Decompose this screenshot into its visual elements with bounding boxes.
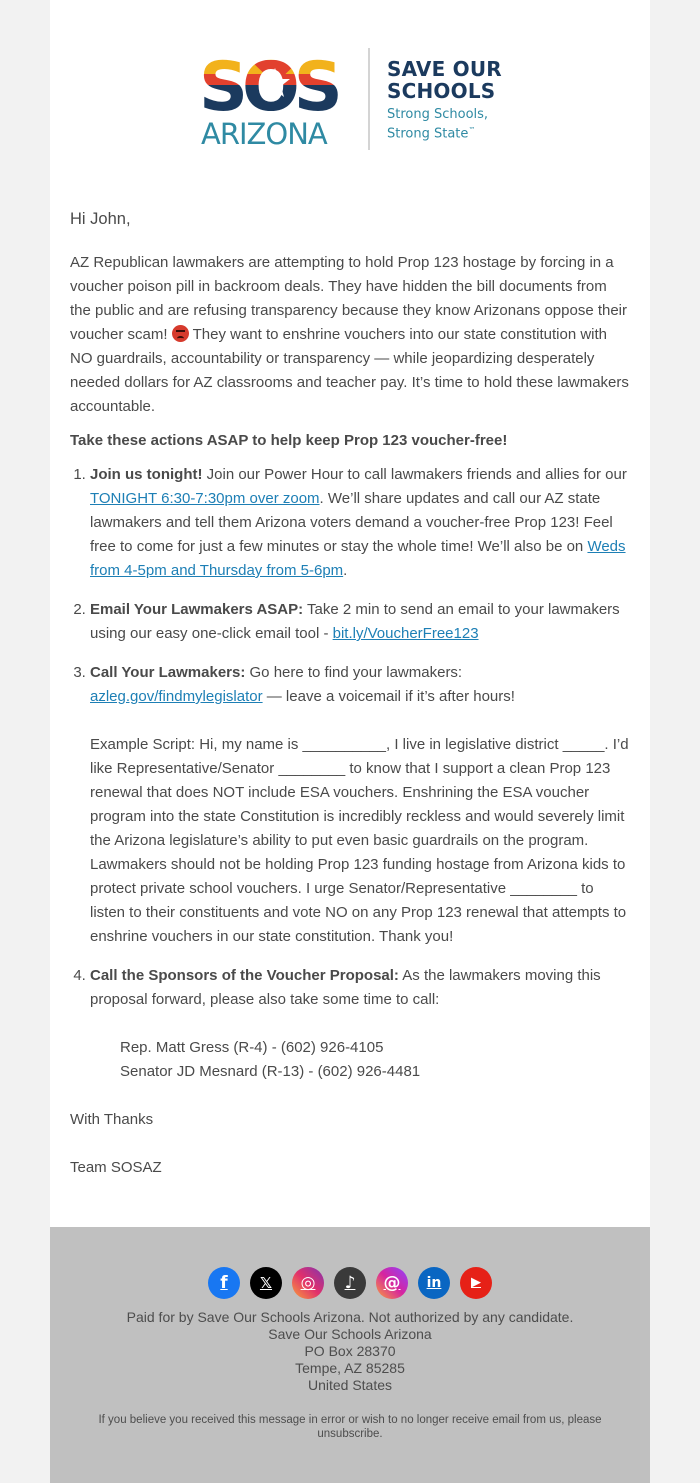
action-heading: Call the Sponsors of the Voucher Proposal: <box>90 967 399 984</box>
weds-thursday-link[interactable]: Weds from 4-5pm and Thursday from 5-6pm <box>90 538 626 579</box>
email-tool-link[interactable]: bit.ly/VoucherFree123 <box>332 625 479 642</box>
action-text: As the lawmakers moving this proposal forward, please also take some time to call: <box>90 967 601 1008</box>
call-to-action-heading: Take these actions ASAP to help keep Prop 123 voucher-free! <box>70 432 508 449</box>
action-text: Join our Power Hour to call lawmakers friends and allies for our <box>202 466 627 483</box>
threads-icon[interactable]: @ <box>376 1267 408 1299</box>
logo-trademark: ™ <box>468 125 476 134</box>
email-body <box>50 0 650 1227</box>
logo-title-line1: SAVE OUR <box>387 57 502 81</box>
social-icons <box>208 1267 494 1299</box>
instagram-icon[interactable]: ◎ <box>292 1267 324 1299</box>
action-item-call <box>90 661 630 949</box>
action-heading: Call Your Lawmakers: <box>90 664 246 681</box>
logo-title <box>387 58 527 102</box>
sos-arizona-logo-mark <box>200 48 350 150</box>
intro-paragraph <box>70 251 630 419</box>
action-heading: Email Your Lawmakers ASAP: <box>90 601 304 618</box>
footer-po-box: PO Box 28370 <box>304 1343 396 1359</box>
sponsor-mesnard: Senator JD Mesnard (R-13) - (602) 926-4481 <box>120 1063 421 1080</box>
action-item-join <box>90 463 630 583</box>
facebook-icon[interactable]: f <box>208 1267 240 1299</box>
signature: Team SOSAZ <box>70 1159 162 1176</box>
find-legislator-link[interactable]: azleg.gov/findmylegislator <box>90 688 263 705</box>
action-heading: Join us tonight! <box>90 466 203 483</box>
greeting: Hi John, <box>70 210 131 228</box>
x-icon[interactable]: 𝕏 <box>250 1267 282 1299</box>
sos-arizona-logo[interactable] <box>200 48 510 150</box>
example-script: Example Script: Hi, my name is __________, I live in legislative district _____. I’d like Representative/Senator ________ to know that I support a clean Prop 123 renewal that does NOT include ESA vouchers. Enshrining the ESA voucher program into the state Constitution is incredibly reckless and would severely limit the Arizona legislature’s ability to put even basic guardrails on the program. Lawmakers should not be holding Prop 123 funding hostage from Arizona kids to protect private school vouchers. I urge Senator/Representative ________ to listen to their constituents and vote NO on any Prop 123 renewal that attempts to enshrine vouchers in our state constitution. Thank you! <box>90 736 629 945</box>
youtube-icon[interactable]: ▶ <box>460 1267 492 1299</box>
footer-city: Tempe, AZ 85285 <box>295 1360 405 1376</box>
action-text: Go here to find your lawmakers: <box>245 664 463 681</box>
footer-address <box>50 1309 650 1394</box>
action-item-sponsors <box>90 964 630 1084</box>
intro-text-1: AZ Republican lawmakers are attempting to hold Prop 123 hostage by forcing in a voucher poison pill in backroom deals. They have hidden the bill documents from the public and are refusing transparency because they know Arizonans oppose their voucher scam! <box>70 254 628 343</box>
tiktok-icon[interactable]: ♪ <box>334 1267 366 1299</box>
intro-text-2: They want to enshrine vouchers into our state constitution with NO guardrails, accountability or transparency — while jeopardizing desperately needed dollars for AZ classrooms and teacher pay. It’s time to hold these lawmakers accountable. <box>70 326 629 415</box>
linkedin-icon[interactable]: in <box>418 1267 450 1299</box>
actions-list <box>70 463 630 1084</box>
closing: With Thanks <box>70 1111 154 1128</box>
email-container <box>50 0 650 1483</box>
logo-divider <box>368 48 370 150</box>
footer-country: United States <box>307 1377 393 1393</box>
zoom-tonight-link[interactable]: TONIGHT 6:30-7:30pm over zoom <box>90 490 320 507</box>
action-text: — leave a voicemail if it’s after hours! <box>262 688 515 705</box>
email-footer <box>50 1227 650 1483</box>
logo-tagline-line1: Strong Schools, <box>387 107 489 122</box>
email-content <box>70 205 630 1180</box>
sponsor-list <box>90 1036 630 1084</box>
angry-face-emoji-icon <box>172 325 189 342</box>
footer-org: Save Our Schools Arizona <box>268 1326 432 1342</box>
action-text: . <box>343 562 348 579</box>
logo-arizona-text: ARIZONA <box>201 117 327 150</box>
action-text: Take 2 min to send an email to your lawmakers using our easy one-click email tool - <box>90 601 620 642</box>
sponsor-gress: Rep. Matt Gress (R-4) - (602) 926-4105 <box>120 1039 384 1056</box>
action-text: . We’ll share updates and call our AZ state lawmakers and tell them Arizona voters demand a voucher-free Prop 123! Feel free to come for just a few minutes or stay the whole time! We’ll also be on <box>90 490 613 555</box>
logo-title-line2: SCHOOLS <box>387 79 496 103</box>
paid-for-disclaimer: Paid for by Save Our Schools Arizona. Not authorized by any candidate. <box>126 1309 574 1325</box>
unsubscribe-notice[interactable]: If you believe you received this message in error or wish to no longer receive email from us, please unsubscribe. <box>98 1414 602 1440</box>
logo-tagline <box>387 107 527 141</box>
action-item-email <box>90 598 630 646</box>
logo-tagline-line2: Strong State <box>387 125 469 141</box>
